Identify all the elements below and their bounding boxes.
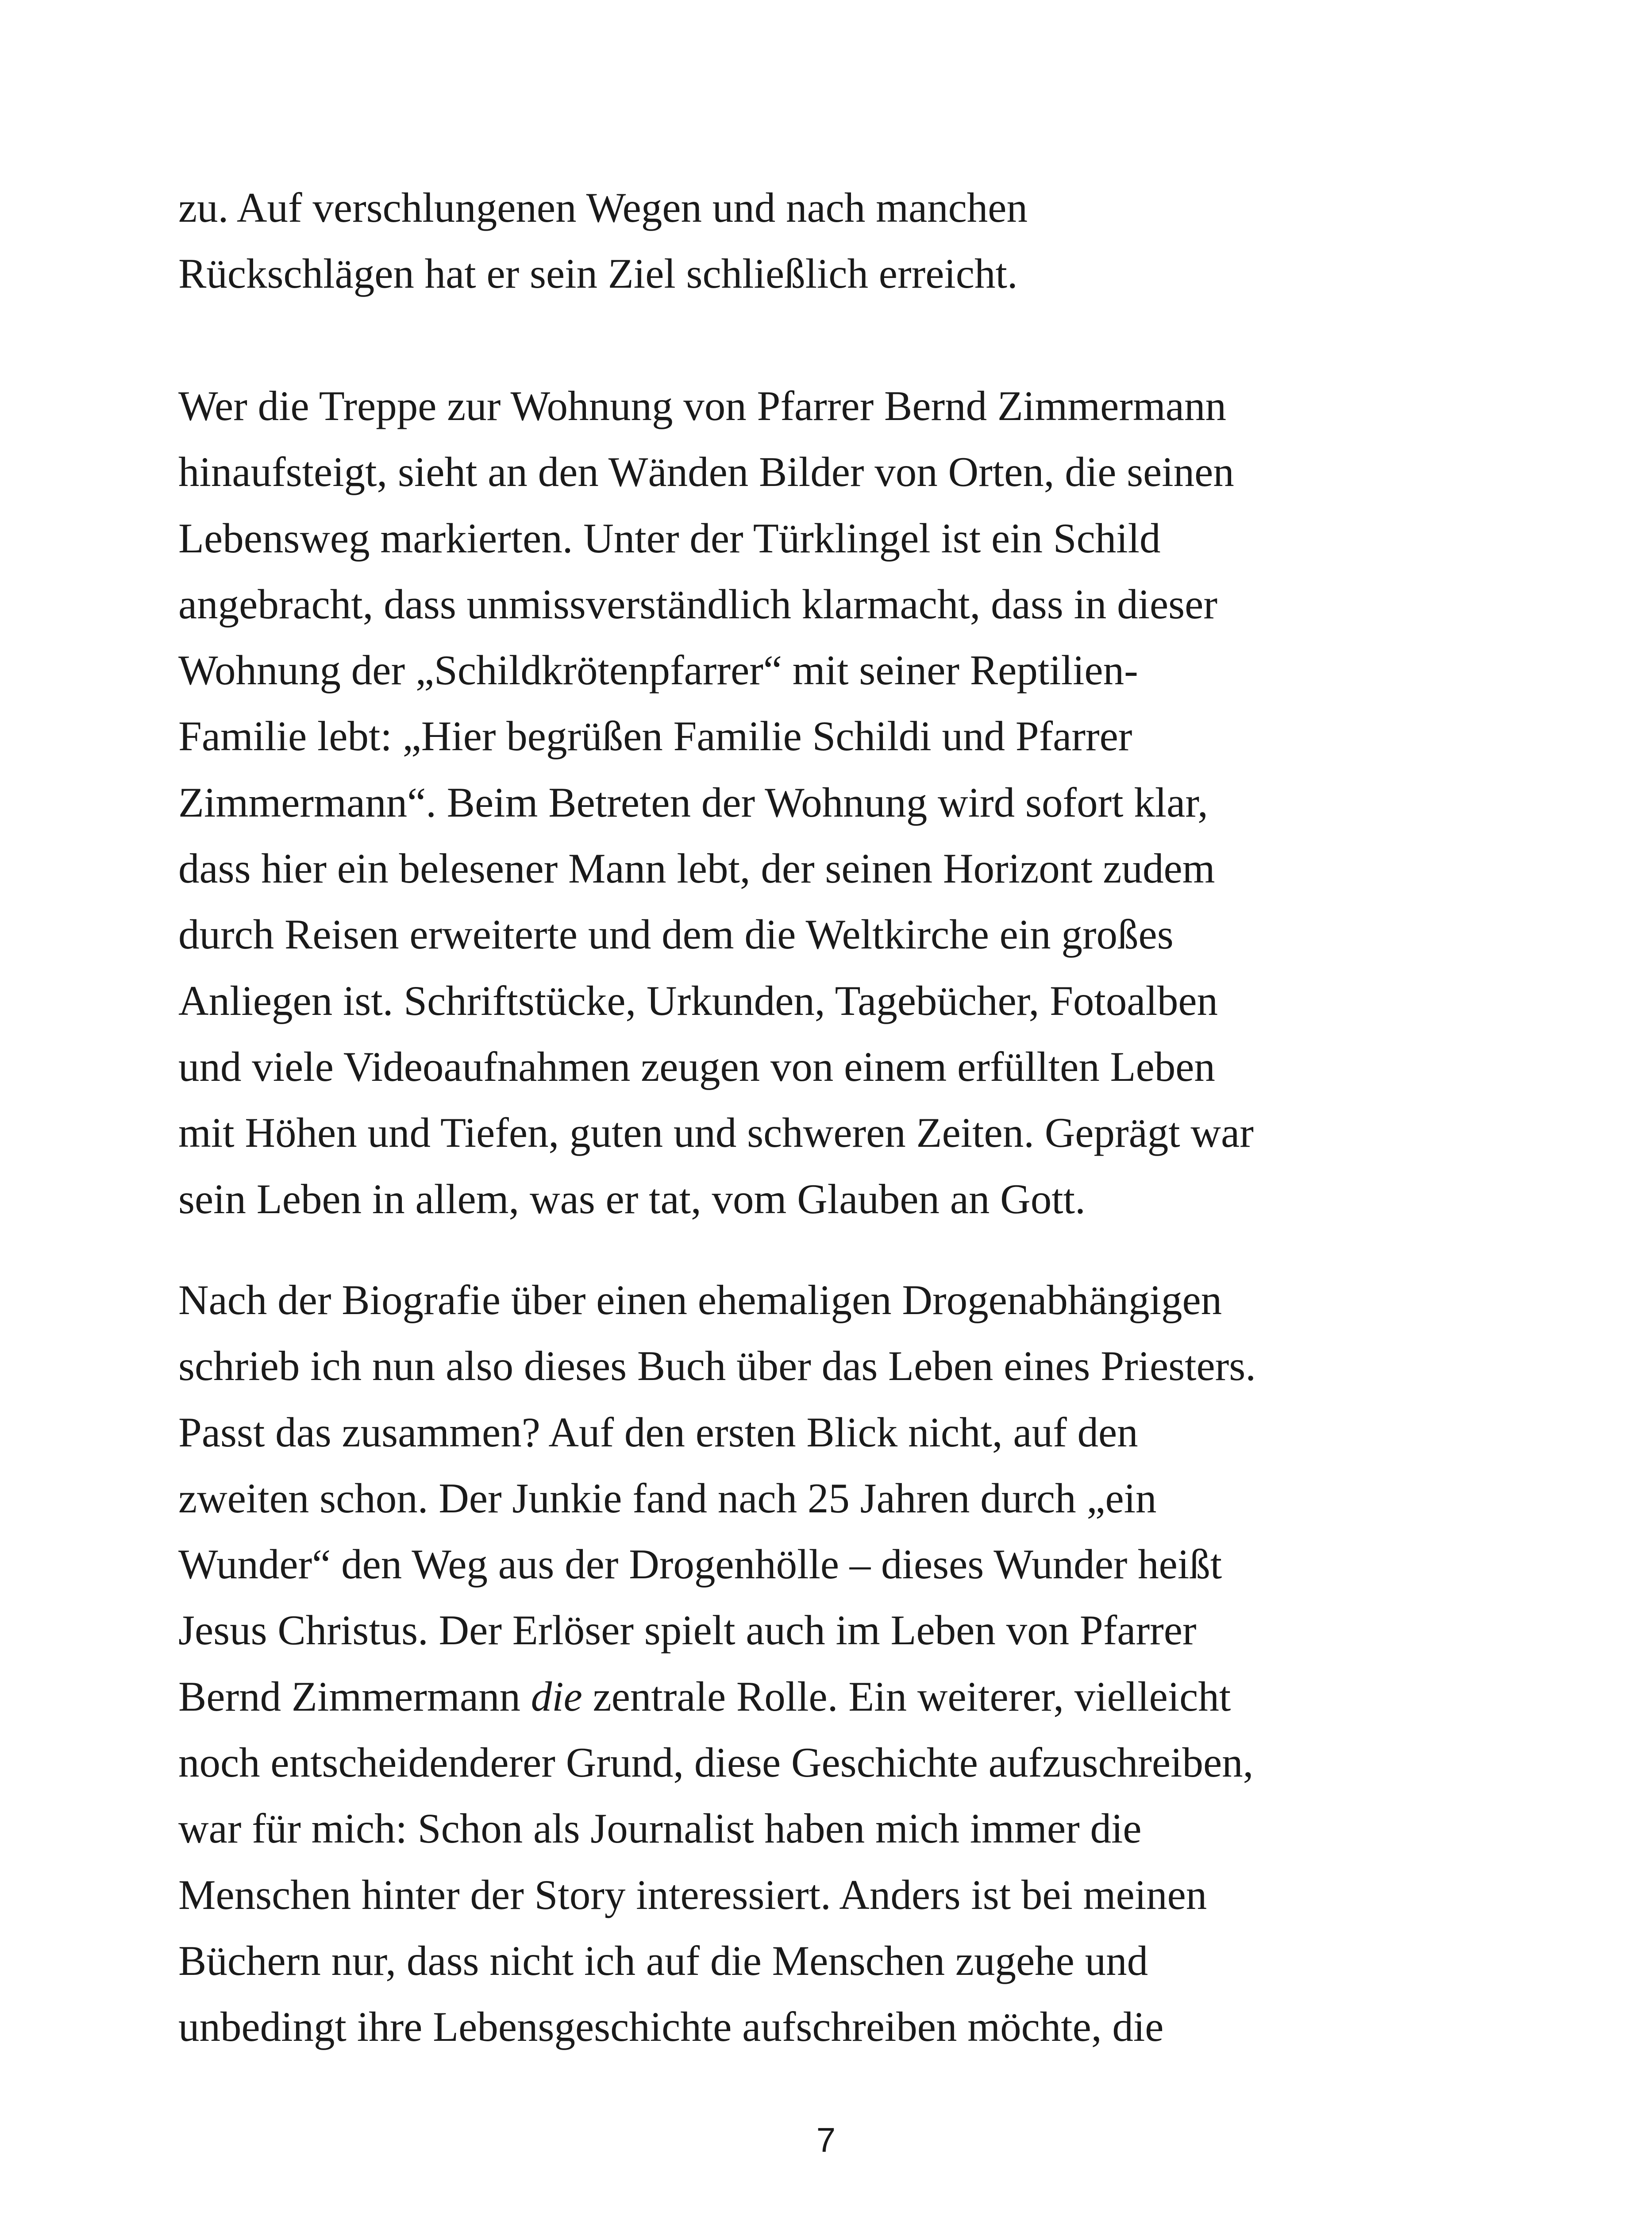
text-line: hinaufsteigt, sieht an den Wänden Bilder von Orten, die seinen [178, 448, 1234, 496]
text-line-with-emphasis [178, 1664, 1497, 1730]
text-line: Nach der Biografie über einen ehemaligen Drogenabhängigen [178, 1276, 1222, 1323]
text-line: noch entscheidenderer Grund, diese Geschichte aufzuschreiben, [178, 1739, 1254, 1786]
text-line: Jesus Christus. Der Erlöser spielt auch im Leben von Pfarrer [178, 1607, 1197, 1654]
paragraph-2 [178, 373, 1497, 1232]
text-line: dass hier ein belesener Mann lebt, der seinen Horizont zudem [178, 845, 1215, 892]
paragraph-1 [178, 175, 1497, 307]
text-line: und viele Videoaufnahmen zeugen von einem erfüllten Leben [178, 1043, 1215, 1090]
text-line: zweiten schon. Der Junkie fand nach 25 Jahren durch „ein [178, 1474, 1157, 1522]
paragraph-3 [178, 1267, 1497, 2060]
text-line: Wer die Treppe zur Wohnung von Pfarrer Bernd Zimmermann [178, 382, 1226, 429]
text-line: war für mich: Schon als Journalist haben mich immer die [178, 1805, 1142, 1852]
text-line: durch Reisen erweiterte und dem die Weltkirche ein großes [178, 911, 1174, 958]
text-segment: zentrale Rolle. Ein weiterer, vielleicht [582, 1673, 1231, 1720]
text-line: Wunder“ den Weg aus der Drogenhölle – dieses Wunder heißt [178, 1541, 1222, 1588]
text-line: schrieb ich nun also dieses Buch über das Leben eines Priesters. [178, 1342, 1256, 1390]
text-line: Anliegen ist. Schriftstücke, Urkunden, Tagebücher, Fotoalben [178, 977, 1218, 1024]
text-line: mit Höhen und Tiefen, guten und schweren Zeiten. Geprägt war [178, 1109, 1254, 1157]
text-line: sein Leben in allem, was er tat, vom Glauben an Gott. [178, 1175, 1086, 1222]
emphasis-word: die [531, 1673, 582, 1720]
text-line: Menschen hinter der Story interessiert. Anders ist bei meinen [178, 1871, 1207, 1918]
text-line: unbedingt ihre Lebensgeschichte aufschreiben möchte, die [178, 2003, 1164, 2051]
text-line: Lebensweg markierten. Unter der Türklingel ist ein Schild [178, 514, 1161, 562]
text-line: zu. Auf verschlungenen Wegen und nach manchen [178, 184, 1028, 231]
text-line: Wohnung der „Schildkrötenpfarrer“ mit seiner Reptilien- [178, 647, 1138, 694]
text-line: angebracht, dass unmissverständlich klarmacht, dass in dieser [178, 580, 1217, 628]
text-segment: Bernd Zimmermann [178, 1673, 531, 1720]
text-line: Passt das zusammen? Auf den ersten Blick nicht, auf den [178, 1408, 1138, 1456]
page-number: 7 [816, 2120, 836, 2159]
text-line: Zimmermann“. Beim Betreten der Wohnung wird sofort klar, [178, 779, 1208, 826]
text-line: Rückschlägen hat er sein Ziel schließlich erreicht. [178, 250, 1018, 297]
text-line: Familie lebt: „Hier begrüßen Familie Schildi und Pfarrer [178, 713, 1132, 760]
text-line: Büchern nur, dass nicht ich auf die Menschen zugehe und [178, 1937, 1148, 1984]
